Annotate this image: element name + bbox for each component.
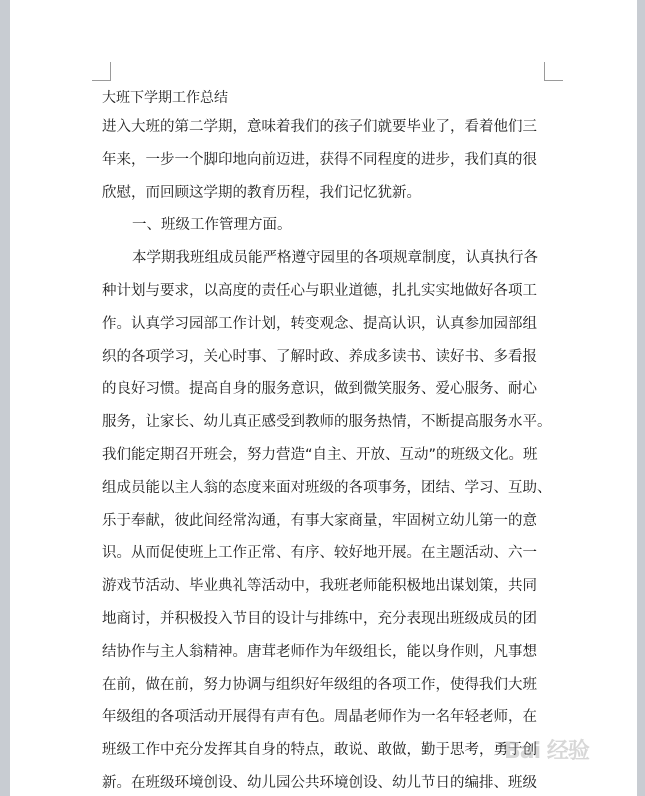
document-page[interactable] [10, 0, 637, 796]
text-line: 地商讨，并积极投入节目的设计与排练中，充分表现出班级成员的团 [102, 610, 537, 627]
text-line: 乐于奉献，彼此间经常沟通，有事大家商量，牢固树立幼儿第一的意 [102, 512, 537, 529]
document-title: 大班下学期工作总结 [102, 90, 228, 106]
text-line: 年级组的各项活动开展得有声有色。周晶老师作为一名年轻老师，在 [102, 709, 537, 726]
text-line: 作。认真学习园部工作计划，转变观念、提高认识，认真参加园部组 [102, 315, 537, 332]
text-line: 种计划与要求，以高度的责任心与职业道德，扎扎实实地做好各项工 [102, 282, 537, 299]
text-line: 组成员能以主人翁的态度来面对班级的各项事务，团结、学习、互助、 [102, 479, 552, 496]
text-line: 织的各项学习，关心时事、了解时政、养成多读书、读好书、多看报 [102, 348, 537, 365]
margin-mark-top-left [92, 62, 111, 81]
document-body[interactable] [102, 85, 562, 796]
text-line: 的良好习惯。提高自身的服务意识，做到微笑服务、爱心服务、耐心 [102, 381, 537, 398]
watermark-logo: Bai 经验 [504, 739, 589, 764]
section-heading: 一、班级工作管理方面。 [132, 217, 292, 234]
text-line: 服务，让家长、幼儿真正感受到教师的服务热情，不断提高服务水平。 [102, 414, 552, 431]
text-line: 我们能定期召开班会，努力营造“自主、开放、互动”的班级文化。班 [102, 446, 538, 463]
text-line: 欣慰，而回顾这学期的教育历程，我们记忆犹新。 [102, 184, 421, 201]
margin-mark-top-right [544, 62, 563, 81]
text-line: 年来，一步一个脚印地向前迈进，获得不同程度的进步，我们真的很 [102, 151, 537, 168]
text-line: 本学期我班组成员能严格遵守园里的各项规章制度，认真执行各 [132, 250, 538, 267]
text-line: 识。从而促使班上工作正常、有序、较好地开展。在主题活动、六一 [102, 545, 537, 562]
text-line: 班级工作中充分发挥其自身的特点，敢说、敢做，勤于思考，勇于创 [102, 742, 537, 759]
left-gutter [0, 0, 10, 796]
text-line: 游戏节活动、毕业典礼等活动中，我班老师能积极地出谋划策，共同 [102, 578, 537, 595]
text-line: 在前，做在前，努力协调与组织好年级组的各项工作，使得我们大班 [102, 676, 537, 693]
right-gutter [637, 0, 645, 796]
text-line: 新。在班级环境创设、幼儿园公共环境创设、幼儿节日的编排、班级 [102, 774, 537, 791]
text-line: 进入大班的第二学期，意味着我们的孩子们就要毕业了，看着他们三 [102, 119, 537, 135]
text-line: 结协作与主人翁精神。唐茸老师作为年级组长，能以身作则，凡事想 [102, 643, 537, 660]
